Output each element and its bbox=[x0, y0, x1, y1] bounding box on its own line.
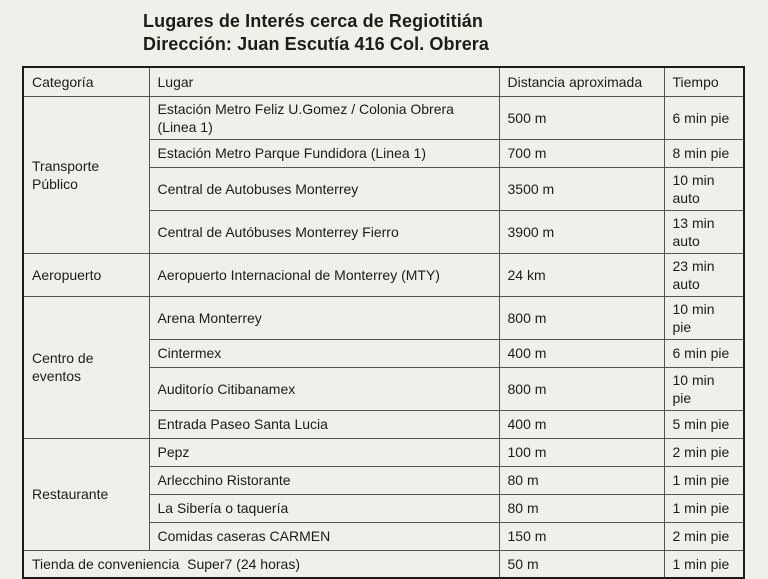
time-cell: 1 min pie bbox=[664, 494, 744, 522]
place-cell: La Sibería o taquería bbox=[149, 494, 499, 522]
distance-cell: 800 m bbox=[499, 296, 664, 339]
place-cell: Aeropuerto Internacional de Monterrey (MTY) bbox=[149, 253, 499, 296]
table-row bbox=[23, 296, 744, 339]
place-cell: Comidas caseras CARMEN bbox=[149, 522, 499, 550]
header-distancia: Distancia aproximada bbox=[499, 67, 664, 96]
table-row bbox=[23, 253, 744, 296]
time-cell: 10 min pie bbox=[664, 367, 744, 410]
points-of-interest-table bbox=[22, 66, 745, 579]
title-line-1: Lugares de Interés cerca de Regiotitián bbox=[143, 11, 484, 31]
header-categoria: Categoría bbox=[23, 67, 149, 96]
title-line-2: Dirección: Juan Escutía 416 Col. Obrera bbox=[143, 34, 490, 54]
category-cell-transporte-publico: Transporte Público bbox=[23, 96, 149, 253]
distance-cell: 800 m bbox=[499, 367, 664, 410]
place-cell: Estación Metro Feliz U.Gomez / Colonia Obrera (Linea 1) bbox=[149, 96, 499, 139]
distance-cell: 100 m bbox=[499, 438, 664, 466]
table-row bbox=[23, 550, 744, 578]
distance-cell: 700 m bbox=[499, 139, 664, 167]
category-cell-aeropuerto: Aeropuerto bbox=[23, 253, 149, 296]
table-header-row bbox=[23, 67, 744, 96]
time-cell: 8 min pie bbox=[664, 139, 744, 167]
category-cell-centro-de-eventos: Centro de eventos bbox=[23, 296, 149, 438]
place-cell: Arlecchino Ristorante bbox=[149, 466, 499, 494]
place-cell: Pepz bbox=[149, 438, 499, 466]
header-tiempo: Tiempo bbox=[664, 67, 744, 96]
distance-cell: 400 m bbox=[499, 339, 664, 367]
time-cell: 10 min auto bbox=[664, 167, 744, 210]
time-cell: 13 min auto bbox=[664, 210, 744, 253]
place-cell: Central de Autóbuses Monterrey Fierro bbox=[149, 210, 499, 253]
place-cell: Estación Metro Parque Fundidora (Linea 1) bbox=[149, 139, 499, 167]
distance-cell: 500 m bbox=[499, 96, 664, 139]
place-cell: Arena Monterrey bbox=[149, 296, 499, 339]
time-cell: 6 min pie bbox=[664, 339, 744, 367]
place-cell: Cintermex bbox=[149, 339, 499, 367]
time-cell: 5 min pie bbox=[664, 410, 744, 438]
distance-cell: 24 km bbox=[499, 253, 664, 296]
category-cell-restaurante: Restaurante bbox=[23, 438, 149, 550]
distance-cell: 150 m bbox=[499, 522, 664, 550]
time-cell: 1 min pie bbox=[664, 466, 744, 494]
time-cell: 2 min pie bbox=[664, 438, 744, 466]
header-lugar: Lugar bbox=[149, 67, 499, 96]
distance-cell: 80 m bbox=[499, 494, 664, 522]
place-cell: Central de Autobuses Monterrey bbox=[149, 167, 499, 210]
distance-cell: 80 m bbox=[499, 466, 664, 494]
time-cell: 2 min pie bbox=[664, 522, 744, 550]
distance-cell: 3500 m bbox=[499, 167, 664, 210]
place-cell: Entrada Paseo Santa Lucia bbox=[149, 410, 499, 438]
table-row bbox=[23, 438, 744, 466]
page-title bbox=[143, 10, 489, 56]
convenience-store-cell: Tienda de conveniencia Super7 (24 horas) bbox=[23, 550, 499, 578]
time-cell: 10 min pie bbox=[664, 296, 744, 339]
table-row bbox=[23, 96, 744, 139]
time-cell: 1 min pie bbox=[664, 550, 744, 578]
place-cell: Auditorío Citibanamex bbox=[149, 367, 499, 410]
distance-cell: 3900 m bbox=[499, 210, 664, 253]
time-cell: 6 min pie bbox=[664, 96, 744, 139]
distance-cell: 50 m bbox=[499, 550, 664, 578]
time-cell: 23 min auto bbox=[664, 253, 744, 296]
distance-cell: 400 m bbox=[499, 410, 664, 438]
